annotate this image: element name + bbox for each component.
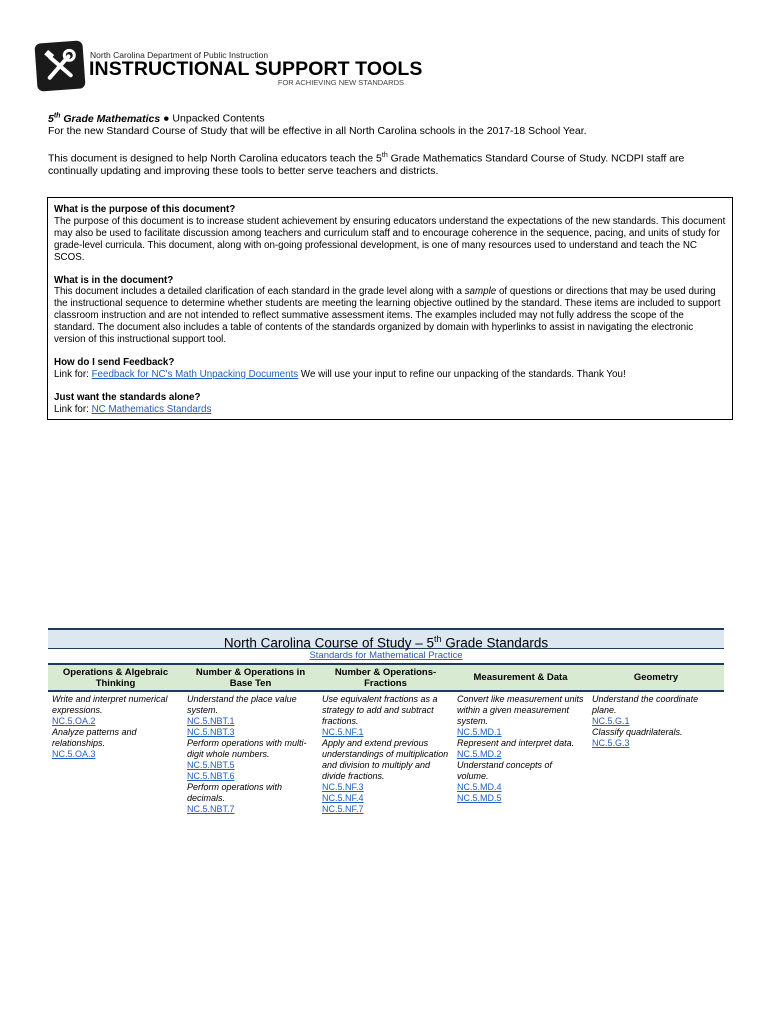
- cluster-description: Write and interpret numerical expressions.: [52, 694, 168, 715]
- intro-section: [48, 110, 728, 189]
- cluster-description: Apply and extend previous understandings of multiplication and division to multiply and divide fractions.: [322, 738, 449, 781]
- cluster-description: Classify quadrilaterals.: [592, 727, 683, 737]
- org-name: North Carolina Department of Public Instruction: [90, 50, 269, 60]
- cluster-description: Analyze patterns and relationships.: [52, 727, 137, 748]
- standards-column: [588, 692, 724, 817]
- faq-box: [47, 197, 733, 420]
- unpacked-contents-label: ● Unpacked Contents: [160, 112, 265, 125]
- faq-contents: [54, 275, 726, 346]
- faq-question: Just want the standards alone?: [54, 391, 201, 403]
- wrench-screwdriver-icon: [41, 47, 79, 85]
- cluster-description: Perform operations with decimals.: [187, 782, 283, 803]
- column-header: Operations & Algebraic Thinking: [62, 666, 169, 689]
- standards-column: [183, 692, 318, 817]
- feedback-link[interactable]: Feedback for NC's Math Unpacking Documents: [91, 368, 299, 380]
- standard-code-link[interactable]: NC.5.G.3: [592, 738, 630, 748]
- standard-code-link[interactable]: NC.5.NBT.6: [187, 771, 235, 781]
- standard-code-link[interactable]: NC.5.MD.1: [457, 727, 502, 737]
- standards-table-title: North Carolina Course of Study – 5th Grade Standards: [48, 628, 724, 649]
- standard-code-link[interactable]: NC.5.OA.2: [52, 716, 96, 726]
- faq-answer: Link for: Feedback for NC's Math Unpacking Documents We will use your input to refine our unpacking of the standards. Thank You!: [54, 368, 626, 380]
- standard-code-link[interactable]: NC.5.NF.7: [322, 804, 364, 814]
- doc-title-line: [48, 110, 728, 138]
- standard-code-link[interactable]: NC.5.NBT.1: [187, 716, 235, 726]
- standards-column: [48, 692, 183, 817]
- standards-body-row: [48, 692, 724, 817]
- standards-column: [453, 692, 588, 817]
- cluster-description: Perform operations with multi-digit whole numbers.: [187, 738, 307, 759]
- faq-question: What is in the document?: [54, 274, 174, 286]
- tools-logo: [34, 40, 85, 91]
- effective-year-text: For the new Standard Course of Study that will be effective in all North Carolina schools in the 2017-18 School Year.: [48, 125, 587, 137]
- faq-question: What is the purpose of this document?: [54, 204, 236, 215]
- nc-math-standards-link[interactable]: NC Mathematics Standards: [91, 403, 212, 415]
- column-header: Geometry: [633, 672, 679, 683]
- column-header: Number & Operations-Fractions: [334, 666, 437, 689]
- standards-table: [48, 628, 724, 817]
- cluster-description: Convert like measurement units within a given measurement system.: [457, 694, 584, 726]
- standard-code-link[interactable]: NC.5.NF.1: [322, 727, 364, 737]
- faq-feedback: [54, 357, 726, 381]
- standard-code-link[interactable]: NC.5.OA.3: [52, 749, 96, 759]
- standard-code-link[interactable]: NC.5.MD.4: [457, 782, 502, 792]
- cluster-description: Understand concepts of volume.: [457, 760, 553, 781]
- standard-code-link[interactable]: NC.5.NBT.7: [187, 804, 235, 814]
- cluster-description: Understand the place value system.: [187, 694, 297, 715]
- document-header: [36, 38, 423, 92]
- standard-code-link[interactable]: NC.5.G.1: [592, 716, 630, 726]
- cluster-description: Represent and interpret data.: [457, 738, 575, 748]
- faq-answer: Link for: NC Mathematics Standards: [54, 403, 212, 415]
- faq-answer: The purpose of this document is to increase student achievement by ensuring educators understand the expectations of the new standards. This document may also be used to facilitate discussion among teachers and curriculum staff and to encourage coherence in the sequence, pacing, and units of study for grade-level curricula. This document, along with on-going professional development, is one of many resources used to understand and teach the NC SCOS.: [54, 215, 726, 263]
- brand-tagline: FOR ACHIEVING NEW STANDARDS: [277, 78, 404, 87]
- mathematical-practice-link[interactable]: Standards for Mathematical Practice: [309, 650, 463, 661]
- standard-code-link[interactable]: NC.5.NBT.5: [187, 760, 235, 770]
- intro-paragraph: This document is designed to help North Carolina educators teach the 5th Grade Mathematics Standard Course of Study. NCDPI staff are continually updating and improving these tools to better serve teachers and districts.: [48, 151, 685, 177]
- grade-label: 5th Grade Mathematics: [48, 112, 161, 125]
- brand-title: INSTRUCTIONAL SUPPORT TOOLS: [89, 58, 423, 80]
- practice-row: [48, 649, 724, 665]
- standard-code-link[interactable]: NC.5.NF.3: [322, 782, 364, 792]
- column-header: Number & Operations in Base Ten: [195, 666, 306, 689]
- faq-question: How do I send Feedback?: [54, 356, 175, 368]
- standard-code-link[interactable]: NC.5.NF.4: [322, 793, 364, 803]
- faq-purpose: [54, 204, 726, 264]
- column-header: Measurement & Data: [473, 672, 568, 683]
- domain-header-row: [48, 665, 724, 692]
- standard-code-link[interactable]: NC.5.NBT.3: [187, 727, 235, 737]
- faq-standards: [54, 392, 726, 416]
- standard-code-link[interactable]: NC.5.MD.2: [457, 749, 502, 759]
- cluster-description: Understand the coordinate plane.: [592, 694, 699, 715]
- faq-answer: This document includes a detailed clarification of each standard in the grade level along with a sample of questions or directions that may be used during the instructional sequence to determine whether students are meeting the learning objective outlined by the standard. These items are included to support classroom instruction and are not intended to reflect summative assessment items. The examples included may not fully address the scope of the standard. The document also includes a table of contents of the standards organized by domain with hyperlinks to assist in navigating the electronic version of this instructional support tool.: [54, 286, 721, 346]
- standards-column: [318, 692, 453, 817]
- standard-code-link[interactable]: NC.5.MD.5: [457, 793, 502, 803]
- cluster-description: Use equivalent fractions as a strategy to add and subtract fractions.: [322, 694, 438, 726]
